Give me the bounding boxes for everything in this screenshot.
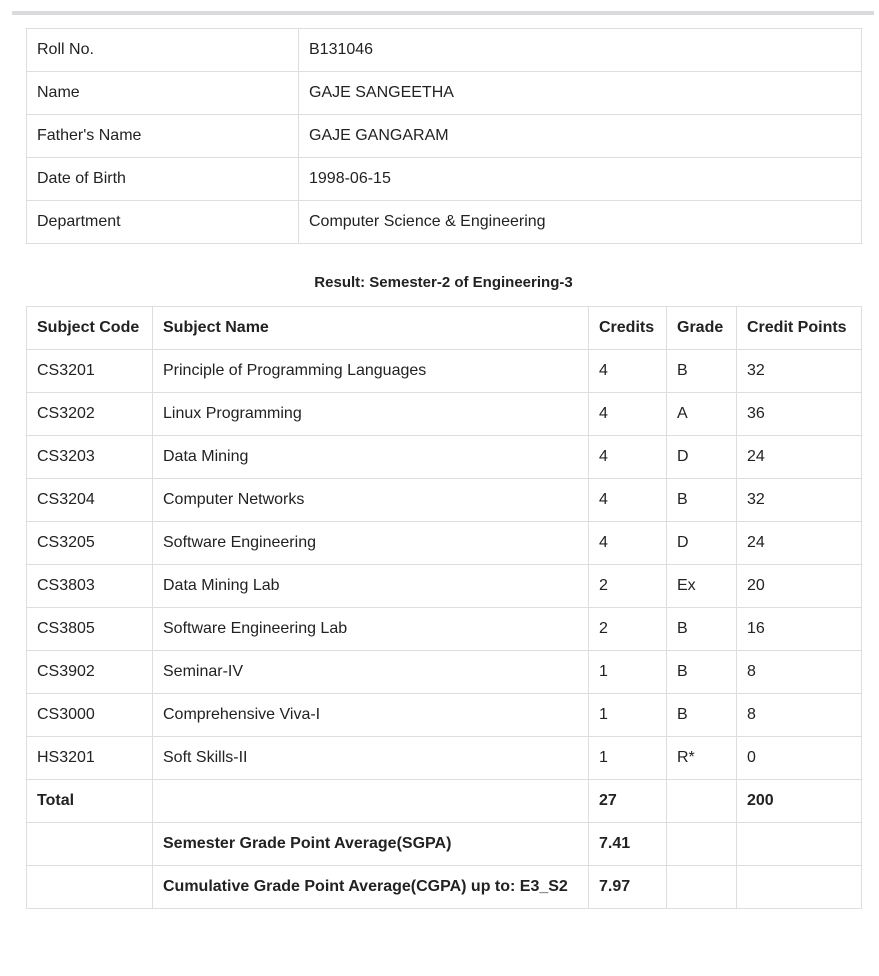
result-title: Result: Semester-2 of Engineering-3: [314, 274, 573, 291]
credit-points: 32: [737, 479, 862, 522]
student-info-table: [26, 28, 862, 244]
subject-row: [27, 393, 862, 436]
cgpa-points-empty: [737, 866, 862, 909]
info-value: GAJE SANGEETHA: [299, 72, 862, 115]
grade: B: [667, 694, 737, 737]
credits: 2: [589, 608, 667, 651]
info-label: Department: [27, 201, 299, 244]
grade: B: [667, 479, 737, 522]
credits: 4: [589, 436, 667, 479]
info-value: Computer Science & Engineering: [299, 201, 862, 244]
credit-points: 24: [737, 436, 862, 479]
total-grade-empty: [667, 780, 737, 823]
subject-code: CS3202: [27, 393, 153, 436]
subject-code: CS3902: [27, 651, 153, 694]
header-grade: Grade: [667, 307, 737, 350]
grade: D: [667, 436, 737, 479]
subject-name: Software Engineering: [153, 522, 589, 565]
cgpa-empty: [27, 866, 153, 909]
subject-name: Data Mining Lab: [153, 565, 589, 608]
credits: 4: [589, 350, 667, 393]
subject-code: CS3203: [27, 436, 153, 479]
subject-name: Seminar-IV: [153, 651, 589, 694]
cgpa-label: Cumulative Grade Point Average(CGPA) up to: E3_S2: [153, 866, 589, 909]
sgpa-empty: [27, 823, 153, 866]
credits: 1: [589, 694, 667, 737]
credit-points: 8: [737, 651, 862, 694]
subject-code: HS3201: [27, 737, 153, 780]
info-row: [27, 158, 862, 201]
subject-code: CS3805: [27, 608, 153, 651]
subject-name: Soft Skills-II: [153, 737, 589, 780]
subject-row: [27, 436, 862, 479]
subject-code: CS3204: [27, 479, 153, 522]
grade: B: [667, 350, 737, 393]
cgpa-row: [27, 866, 862, 909]
subject-code: CS3201: [27, 350, 153, 393]
subject-row: [27, 608, 862, 651]
credit-points: 36: [737, 393, 862, 436]
total-credit-points: 200: [737, 780, 862, 823]
subject-name: Computer Networks: [153, 479, 589, 522]
header-credit-points: Credit Points: [737, 307, 862, 350]
header-subject-code: Subject Code: [27, 307, 153, 350]
grade: B: [667, 608, 737, 651]
credit-points: 0: [737, 737, 862, 780]
credit-points: 8: [737, 694, 862, 737]
grade: B: [667, 651, 737, 694]
info-value: B131046: [299, 29, 862, 72]
credits: 1: [589, 737, 667, 780]
total-label: Total: [27, 780, 153, 823]
info-label: Father's Name: [27, 115, 299, 158]
sgpa-value: 7.41: [589, 823, 667, 866]
info-row: [27, 201, 862, 244]
subject-code: CS3205: [27, 522, 153, 565]
credit-points: 20: [737, 565, 862, 608]
top-divider: [12, 11, 874, 15]
total-row: [27, 780, 862, 823]
subject-row: [27, 651, 862, 694]
sgpa-grade-empty: [667, 823, 737, 866]
total-empty: [153, 780, 589, 823]
grade: A: [667, 393, 737, 436]
credit-points: 24: [737, 522, 862, 565]
sgpa-label: Semester Grade Point Average(SGPA): [153, 823, 589, 866]
credit-points: 16: [737, 608, 862, 651]
subject-row: [27, 565, 862, 608]
subject-name: Linux Programming: [153, 393, 589, 436]
total-credits: 27: [589, 780, 667, 823]
credits: 2: [589, 565, 667, 608]
subject-name: Data Mining: [153, 436, 589, 479]
subject-name: Comprehensive Viva-I: [153, 694, 589, 737]
info-row: [27, 115, 862, 158]
info-row: [27, 29, 862, 72]
sgpa-points-empty: [737, 823, 862, 866]
info-row: [27, 72, 862, 115]
info-label: Roll No.: [27, 29, 299, 72]
info-label: Name: [27, 72, 299, 115]
credits: 4: [589, 522, 667, 565]
info-label: Date of Birth: [27, 158, 299, 201]
info-value: GAJE GANGARAM: [299, 115, 862, 158]
subject-name: Principle of Programming Languages: [153, 350, 589, 393]
credits: 4: [589, 393, 667, 436]
header-subject-name: Subject Name: [153, 307, 589, 350]
sgpa-row: [27, 823, 862, 866]
subject-row: [27, 694, 862, 737]
subject-name: Software Engineering Lab: [153, 608, 589, 651]
grade: Ex: [667, 565, 737, 608]
credits: 4: [589, 479, 667, 522]
credits: 1: [589, 651, 667, 694]
cgpa-grade-empty: [667, 866, 737, 909]
header-credits: Credits: [589, 307, 667, 350]
subject-row: [27, 522, 862, 565]
subject-code: CS3000: [27, 694, 153, 737]
subject-row: [27, 737, 862, 780]
grade: D: [667, 522, 737, 565]
subject-row: [27, 479, 862, 522]
credit-points: 32: [737, 350, 862, 393]
cgpa-value: 7.97: [589, 866, 667, 909]
result-table: [26, 306, 862, 909]
grade: R*: [667, 737, 737, 780]
result-header-row: [27, 307, 862, 350]
info-value: 1998-06-15: [299, 158, 862, 201]
subject-code: CS3803: [27, 565, 153, 608]
subject-row: [27, 350, 862, 393]
